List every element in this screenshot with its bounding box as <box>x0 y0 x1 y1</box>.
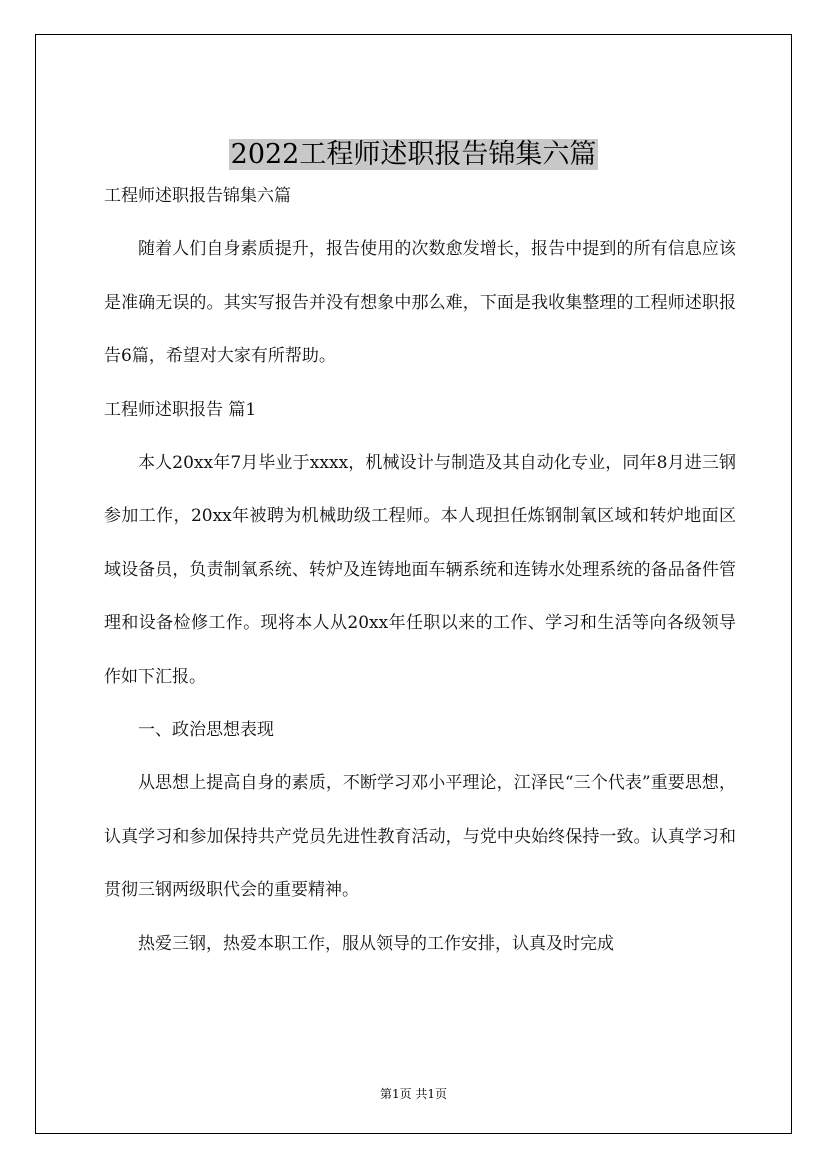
page-footer: 第1页 共1页 <box>379 1087 448 1101</box>
paragraph-intro: 随着人们自身素质提升，报告使用的次数愈发增长，报告中提到的所有信息应该是准确无误的。其实写报告并没有想象中那么难，下面是我收集整理的工程师述职报告6篇，希望对大家有所帮助。 <box>104 239 736 367</box>
document-title <box>36 135 791 175</box>
paragraph-political: 从思想上提高自身的素质，不断学习邓小平理论，江泽民“三个代表”重要思想，认真学习和参加保持共产党员先进性教育活动，与党中央始终保持一致。认真学习和贯彻三钢两级职代会的重要精神。 <box>104 773 736 901</box>
document-title-text: 2022工程师述职报告锦集六篇 <box>230 139 597 170</box>
paragraph-work-attitude: 热爱三钢，热爱本职工作，服从领导的工作安排，认真及时完成 <box>138 933 614 954</box>
document-page <box>35 34 792 1134</box>
section-heading: 工程师述职报告 篇1 <box>104 399 257 420</box>
paragraph-background: 本人20xx年7月毕业于xxxx，机械设计与制造及其自动化专业，同年8月进三钢参加工作，20xx年被聘为机械助级工程师。本人现担任炼钢制氧区域和转炉地面区域设备员，负责制氧系统、转炉及连铸地面车辆系统和连铸水处理系统的备品备件管理和设备检修工作。现将本人从20xx年任职以来的工作、学习和生活等向各级领导作如下汇报。 <box>104 453 736 687</box>
document-body <box>104 170 736 971</box>
subheading-political: 一、政治思想表现 <box>138 720 274 741</box>
paragraph-subtitle: 工程师述职报告锦集六篇 <box>104 186 291 206</box>
